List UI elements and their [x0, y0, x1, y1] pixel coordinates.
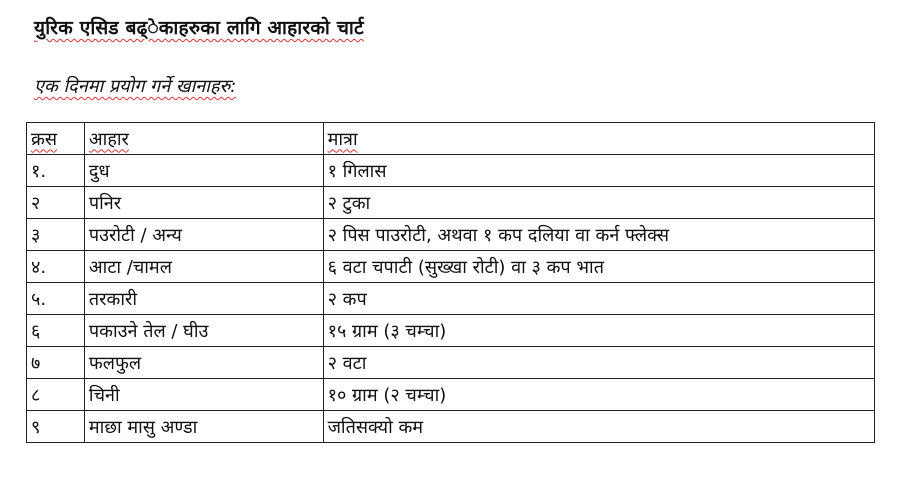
- table-row: [27, 411, 875, 443]
- row-serial: ७: [27, 347, 85, 379]
- row-food: माछा मासु अण्डा: [84, 411, 323, 443]
- row-food: पकाउने तेल / घीउ: [84, 315, 323, 347]
- table-row: [27, 155, 875, 187]
- header-quantity: मात्रा: [323, 123, 874, 155]
- table-row: [27, 315, 875, 347]
- row-serial: २: [27, 187, 85, 219]
- row-serial: ६: [27, 315, 85, 347]
- row-food: तरकारी: [84, 283, 323, 315]
- row-quantity: २ पिस पाउरोटी, अथवा १ कप दलिया वा कर्न फ्लेक्स: [323, 219, 874, 251]
- table-row: [27, 219, 875, 251]
- table-row: [27, 347, 875, 379]
- row-serial: १.: [27, 155, 85, 187]
- table-header-row: [27, 123, 875, 155]
- row-serial: ४.: [27, 251, 85, 283]
- row-serial: ३: [27, 219, 85, 251]
- table-row: [27, 251, 875, 283]
- row-food: चिनी: [84, 379, 323, 411]
- row-quantity: २ कप: [323, 283, 874, 315]
- row-serial: ८: [27, 379, 85, 411]
- row-food: दुध: [84, 155, 323, 187]
- table-row: [27, 187, 875, 219]
- row-quantity: ६ वटा चपाटी (सुख्खा रोटी) वा ३ कप भात: [323, 251, 874, 283]
- row-food: पउरोटी / अन्य: [84, 219, 323, 251]
- table-row: [27, 379, 875, 411]
- header-serial: क्रस: [27, 123, 85, 155]
- row-quantity: २ वटा: [323, 347, 874, 379]
- header-food: आहार: [84, 123, 323, 155]
- row-quantity: १५ ग्राम (३ चम्चा): [323, 315, 874, 347]
- row-quantity: १ गिलास: [323, 155, 874, 187]
- table-row: [27, 283, 875, 315]
- row-food: पनिर: [84, 187, 323, 219]
- page-title: युरिक एसिड बढ्ेकाहरुका लागि आहारको चार्ट: [34, 17, 364, 39]
- row-quantity: २ टुका: [323, 187, 874, 219]
- page-subtitle: एक दिनमा प्रयोग गर्ने खानाहरु:: [34, 76, 237, 97]
- diet-table: [26, 122, 875, 443]
- row-quantity: १० ग्राम (२ चम्चा): [323, 379, 874, 411]
- row-serial: ५.: [27, 283, 85, 315]
- row-quantity: जतिसक्यो कम: [323, 411, 874, 443]
- row-food: फलफुल: [84, 347, 323, 379]
- row-food: आटा /चामल: [84, 251, 323, 283]
- row-serial: ९: [27, 411, 85, 443]
